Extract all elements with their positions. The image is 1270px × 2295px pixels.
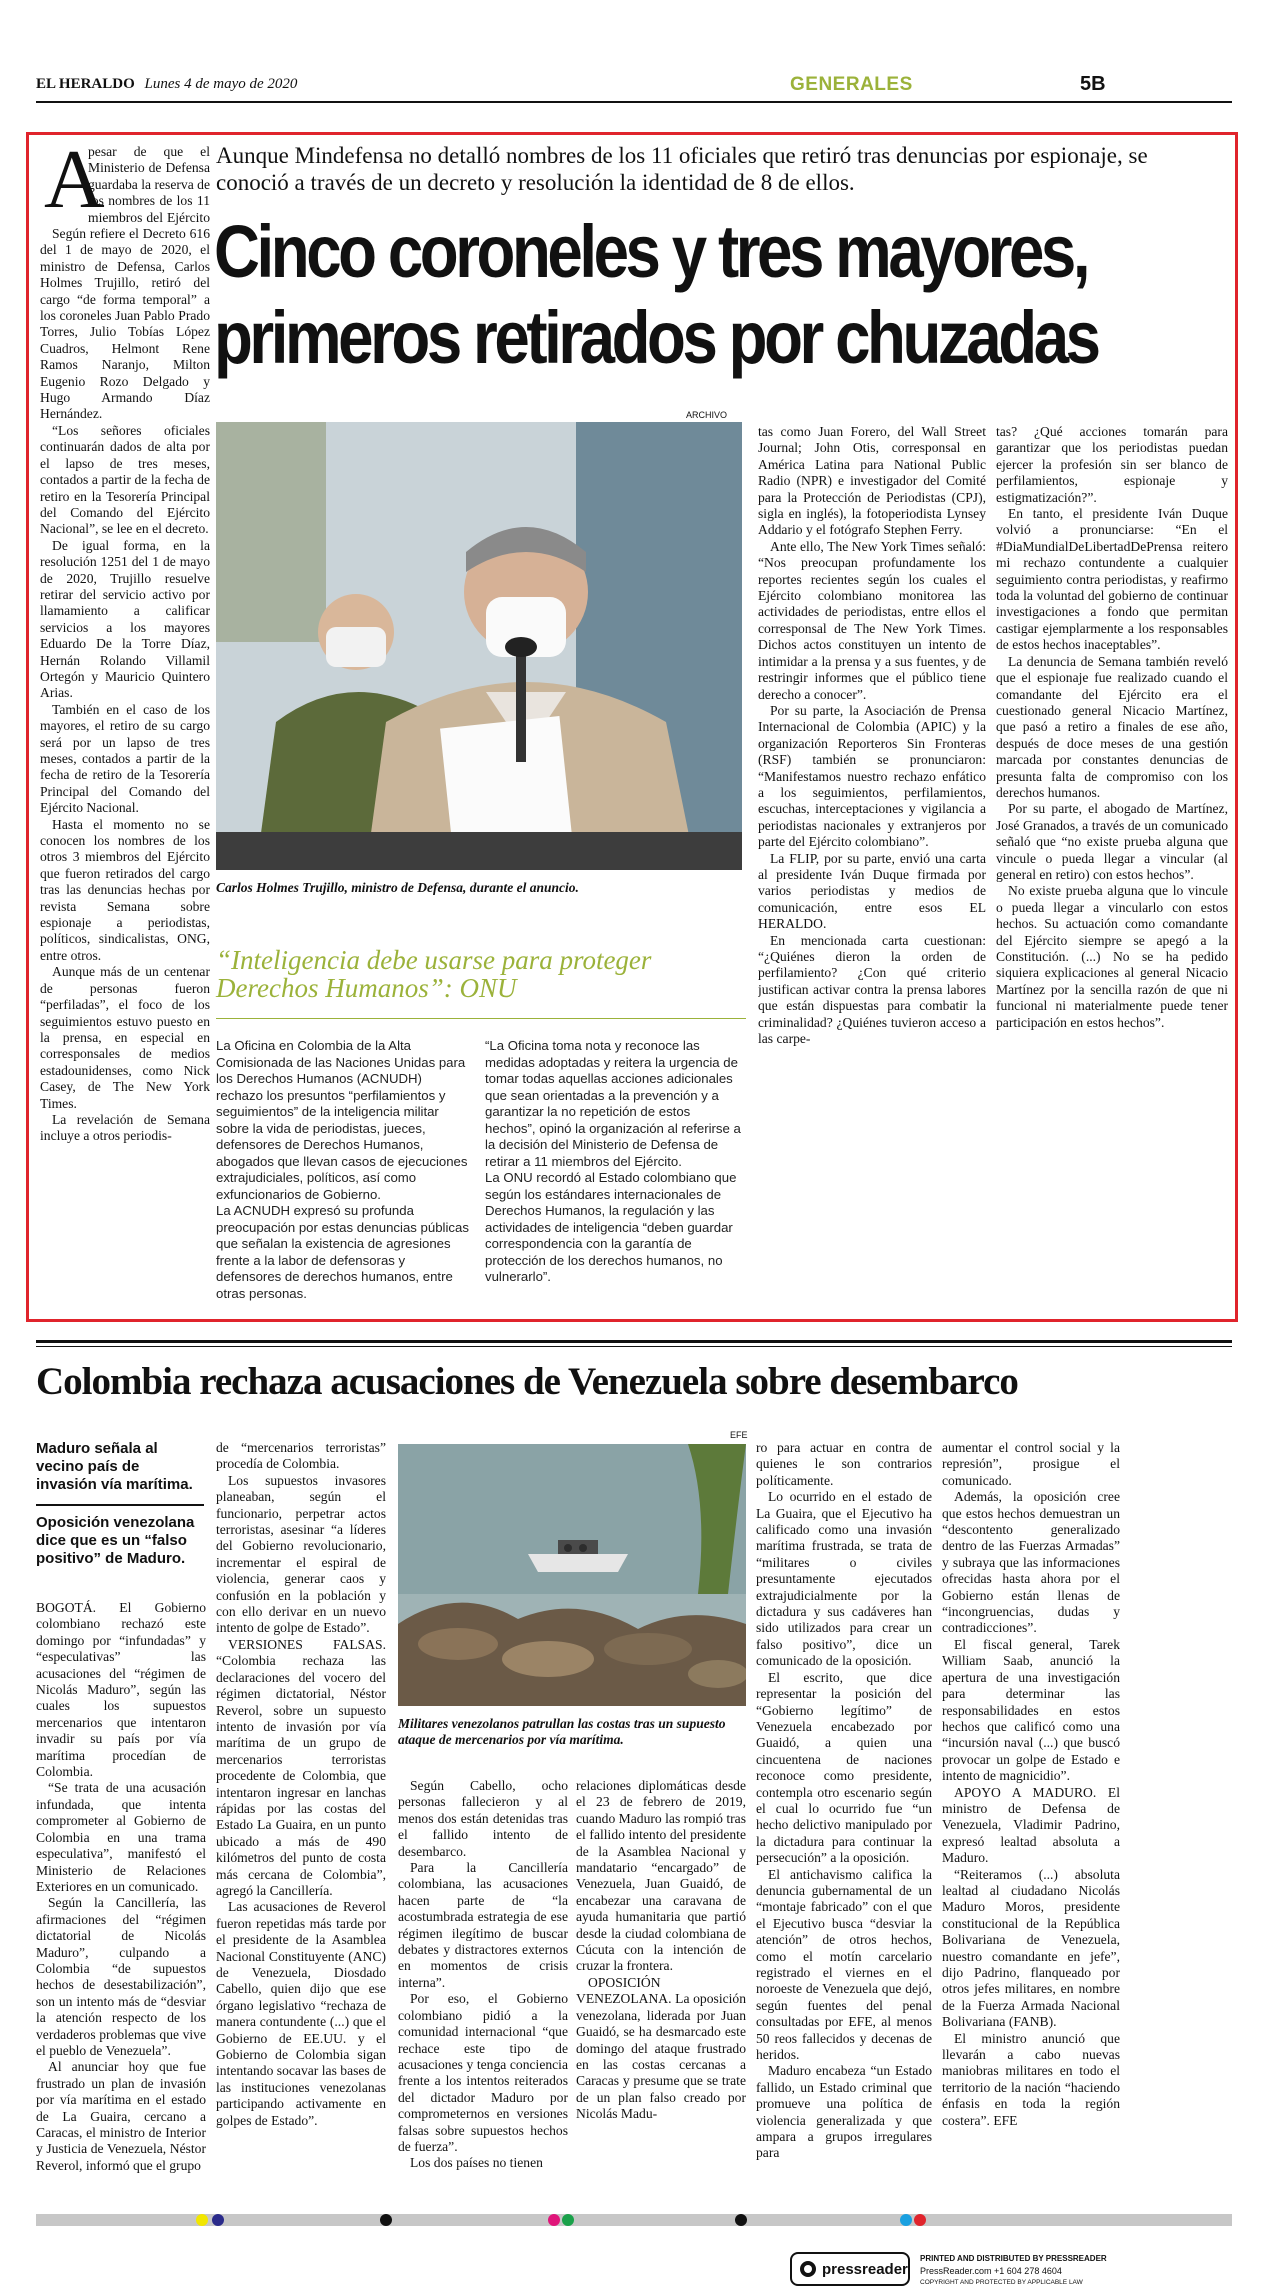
footer-line3: COPYRIGHT AND PROTECTED BY APPLICABLE LAW (920, 2279, 1083, 2286)
registration-dot-red (914, 2214, 926, 2226)
story2-col5-p4: Maduro encabeza “un Estado fallido, un Estado criminal que promueve una política de violencia generalizada y que ampara a grupos irregulares para (756, 2063, 932, 2161)
header-rule (36, 101, 1232, 103)
paper-name: EL HERALDO (36, 76, 135, 92)
story2-col6-p0: aumentar el control social y la represión”, prosigue el comunicado. (942, 1440, 1120, 1488)
story1-col5-p3: Por su parte, el abogado de Martínez, José Granados, a través de un comunicado señaló que “no existe prueba alguna que vincule o pueda llegar a vincular (al general en retiro) con estos hechos”. (996, 801, 1228, 882)
story2-col6-p1: Además, la oposición cree que estos hechos demuestran un “descontento generalizado dentro de las Fuerzas Armadas” y subraya que las informaciones ofrecidas hasta ahora por el Gobierno están llenas de “incongruencias, dudas y contradicciones”. (942, 1489, 1120, 1636)
edition-date: Lunes 4 de mayo de 2020 (144, 76, 298, 92)
story1-col5 (996, 424, 1228, 1312)
story2-top-rule (36, 1340, 1232, 1343)
story1-kicker: Aunque Mindefensa no detalló nombres de los 11 oficiales que retiró tras denuncias por espionaje, se conoció a través de un decreto y resolución la identidad de 8 de ellos. (216, 143, 1148, 195)
story1-col1-p6: Aunque más de un centenar de personas fueron “perfiladas”, el foco de los seguimientos estuvo puesto en la prensa, en especial en corresponsales de medios estadounidenses, como Nick Casey, de The New York Times. (40, 964, 210, 1111)
story2-col2-p3: Las acusaciones de Reverol fueron repetidas más tarde por el presidente de la Asamblea Nacional Constituyente (ANC) de Venezuela, Diosdado Cabello, quien dijo que ese órgano legislativo “rechaza de manera contundente (...) que el Gobierno de EE.UU. y el Gobierno de Colombia sigan intentando socavar las bases de las instituciones venezolanas participando activamente en golpes de Estado”. (216, 1899, 386, 2128)
story2-col3-p3: Los dos países no tienen (410, 2155, 543, 2171)
registration-dot-yellow (196, 2214, 208, 2226)
page-number: 5B (1080, 73, 1106, 95)
story2-col5-p3: El antichavismo califica la denuncia gubernamental de un “montaje fabricado” con el que el Ejecutivo busca “desviar la atención” de otros hechos, como el motín carcelario registrado el viernes en el noroeste de Venezuela que dejó, según fuentes del penal consultadas por EFE, al menos 50 reos fallecidos y decenas de heridos. (756, 1866, 932, 2063)
onu-col2-p0: “La Oficina toma nota y reconoce las medidas adoptadas y reitera la urgencia de tomar todas aquellas acciones adicionales que sean orientadas a la prevención y a garantizar la no repetición de estos hechos”, opinó la organización al referirse a la decisión del Ministerio de Defensa de retirar a 11 miembros del Ejército. (485, 1038, 741, 1169)
story2-col4-p0: relaciones diplomáticas desde el 23 de febrero de 2019, cuando Maduro las rompió tras el fallido intento del presidente de la Asamblea Nacional y mandatario “encargado” de Venezuela, Juan Guaidó, de encabezar una caravana de ayuda humanitaria que partió desde la ciudad colombiana de Cúcuta con la intención de cruzar la frontera. (576, 1778, 746, 1974)
story1-col1-p0: pesar de que el Ministerio de Defensa guardaba la reserva de los nombres de los 11 miembros del Ejército (88, 144, 210, 225)
story2-col1 (36, 1600, 206, 2200)
story2-col3-p2: Por eso, el Gobierno colombiano pidió a la comunidad internacional “que rechace este tipo de acusaciones y tenga conciencia frente a los intentos reiterados del dictador Maduro por comprometernos en versiones falsas sobre supuestos hechos de fuerza”. (398, 1991, 568, 2154)
onu-col1 (216, 1038, 471, 1314)
story2-col2-p1: Los supuestos invasores planeaban, según el funcionario, perpetrar actos terroristas, asesinar “a líderes del Gobierno revolucionario, incrementar el espiral de violencia, generar caos y confusión en la población y con ello derivar en un nuevo intento de golpe de Estado”. (216, 1472, 386, 1636)
minister-photo-illustration (216, 422, 742, 870)
story1-col1-p5: Hasta el momento no se conocen los nombres de los otros 3 miembros del Ejército que fueron retirados del cargo tras las denuncias hechas por revista Semana sobre espionaje a periodistas, políticos, sindicalistas, ONG, entre otros. (40, 816, 210, 963)
story2-col2 (216, 1440, 386, 2200)
story1-photo (216, 422, 742, 870)
registration-dot-green (562, 2214, 574, 2226)
story1-col5-p0: tas? ¿Qué acciones tomarán para garantizar que los periodistas puedan ejercer la profesión sin ser blanco de perfilamientos, espionaje y estigmatización?”. (996, 424, 1228, 505)
pressreader-badge[interactable] (790, 2252, 910, 2286)
registration-dot-black-2 (735, 2214, 747, 2226)
story2-col5-p1: Lo ocurrido en el estado de La Guaira, que el Ejecutivo ha calificado como una invasión marítima frustrada, se trata de “militares o civiles presuntamente ejecutados extrajudicialmente por la dictadura y sus cadáveres han sido utilizados para crear un falso positivo”, dice un comunicado de la oposición. (756, 1489, 932, 1669)
story1-headline-1: Cinco coroneles y tres mayores, (214, 210, 1088, 293)
story1-col1-p3: De igual forma, en la resolución 1251 del 1 de mayo de 2020, Trujillo resuelve retirar del servicio activo por llamamiento a calificar servicios a los mayores Eduardo De la Torre Díaz, Hernán Rolando Villamil Ortegón y Mauricio Quintero Arias. (40, 537, 210, 701)
story2-col3-p0: Según Cabello, ocho personas fallecieron y al menos dos están detenidas tras el fallido intento de desembarco. (398, 1778, 568, 1859)
story1-col4-p2: Por su parte, la Asociación de Prensa Internacional de Colombia (APIC) y la organización Reporteros Sin Fronteras (RSF) también se pronunciaron: “Manifestamos nuestro rechazo enfático a los seguimientos, perfilamientos, escuchas, interceptaciones y vigilancia a periodistas nacionales y extranjeros por parte del Ejército colombiano”. (758, 702, 986, 850)
story2-caption: Militares venezolanos patrullan las costas tras un supuesto ataque de mercenarios por vía marítima. (398, 1716, 726, 1747)
masthead (36, 76, 297, 93)
story1-caption: Carlos Holmes Trujillo, ministro de Defensa, durante el anuncio. (216, 880, 579, 895)
pressreader-logo-icon (800, 2261, 816, 2277)
story2-col5-p0: ro para actuar en contra de quienes le son contrarios políticamente. (756, 1440, 932, 1488)
onu-rule (216, 1018, 746, 1019)
onu-col2 (485, 1038, 743, 1314)
registration-dot-cyan (900, 2214, 912, 2226)
onu-pullquote: “Inteligencia debe usarse para proteger Derechos Humanos”: ONU (216, 945, 652, 1003)
story1-col5-p4: No existe prueba alguna que lo vincule o pueda llegar a vincularlo con estos hechos. Su actuación como comandante del Ejército siempre se apegó a la Constitución. (...) No se ha pedido siquiera explicaciones al general Nicacio Martínez por la sencilla razón de que ni funcional ni materialmente puede tener participación en estos hechos”. (996, 883, 1228, 1030)
story2-col1-p0: BOGOTÁ. El Gobierno colombiano rechazó este domingo por “infundadas” y “especulativas” las acusaciones del “régimen de Nicolás Maduro”, según las cuales los supuestos mercenarios que intentaron invadir su país por vía marítima procedían de Colombia. (36, 1600, 206, 1780)
story1-col5-p1: En tanto, el presidente Iván Duque volvió a pronunciarse: “En el #DiaMundialDeLibertadDePrensa reitero mi rechazo contundente a cualquier seguimiento contra periodistas, y reafirmo toda la voluntad del gobierno de continuar investigaciones a fondo que permitan castigar ejemplarmente a los responsables de estos hechos inaceptables”. (996, 506, 1228, 653)
story2-deck2: Oposición venezolana dice que es un “falso positivo” de Maduro. (36, 1514, 195, 1567)
onu-col1-p1: La ACNUDH expresó su profunda preocupación por estas denuncias públicas que señalan la existencia de agresiones frente a la labor de defensoras y defensores de derechos humanos, entre otras personas. (216, 1203, 469, 1301)
story1-col4-p4: En mencionada carta cuestionan: “¿Quiénes dieron la orden de perfilamiento? ¿Con qué criterio justifican activar contra la prensa labores que están dispuestas para combatir la criminalidad? ¿Quiénes tuvieron acceso a las carpe- (758, 932, 986, 1047)
story1-col4-p1: Ante ello, The New York Times señaló: “Nos preocupan profundamente los reportes recientes según los cuales el Ejército colombiano monitorea las actividades de periodistas, entre ellos el corresponsal de The New York Times. Dichos actos constituyen un intento de intimidar a la prensa y a sus fuentes, y de restringir informes que el público tiene derecho a conocer”. (758, 538, 986, 702)
story1-col4-p3: La FLIP, por su parte, envió una carta al presidente Iván Duque firmada por varios periodistas y medios de comunicación, entre esos EL HERALDO. (758, 850, 986, 932)
story1-col1-p4: También en el caso de los mayores, el retiro de su cargo será por un lapso de tres meses, contados a partir de la fecha de retiro de la Tesorería Principal del Comando del Ejército Nacional. (40, 701, 210, 816)
footer-line1: PRINTED AND DISTRIBUTED BY PRESSREADER (920, 2254, 1107, 2263)
story1-col1 (40, 144, 210, 1312)
story1-headline-2: primeros retirados por chuzadas (214, 296, 1098, 379)
story2-col1-p2: Según la Cancillería, las afirmaciones del “régimen dictatorial de Nicolás Maduro”, culpando a Colombia “de supuestos hechos de desestabilización”, son un intento más de “desviar la atención respecto de los verdaderos problemas que vive el pueblo de Venezuela”. (36, 1895, 206, 2058)
story2-col6 (942, 1440, 1120, 2200)
story2-col2-p0: de “mercenarios terroristas” procedía de Colombia. (216, 1440, 386, 1472)
story2-deck1: Maduro señala al vecino país de invasión vía marítima. (36, 1440, 193, 1493)
registration-dot-black-1 (380, 2214, 392, 2226)
story2-col1-p1: “Se trata de una acusación infundada, que intenta comprometer al Gobierno de Colombia en una trama especulativa”, manifestó el Ministerio de Relaciones Exteriores en un comunicado. (36, 1780, 206, 1894)
registration-dot-magenta (548, 2214, 560, 2226)
story2-col6-p5: El ministro anunció que llevarán a cabo nuevas maniobras militares en todo el territorio de la nación “haciendo énfasis en toda la región costera”. EFE (942, 2030, 1120, 2128)
footer-line2: PressReader.com +1 604 278 4604 (920, 2266, 1062, 2276)
story2-photo (398, 1444, 746, 1706)
story2-photo-credit: EFE (730, 1430, 748, 1440)
story2-col5-p2: El escrito, que dice representar la posición del “Gobierno legítimo” de Venezuela encabezado por Guaidó, a quien una cincuentena de naciones reconoce como presidente, contempla otro escenario según el cual lo ocurrido fue “un hecho delictivo manipulado por la dictadura para continuar la persecución” a la oposición. (756, 1669, 932, 1866)
story1-col1-p7: La revelación de Semana incluye a otros periodis- (40, 1111, 210, 1144)
story2-col3-p1: Para la Cancillería colombiana, las acusaciones hacen parte de “la acostumbrada estrategia de ese régimen ilegítimo de buscar debates y distractores externos en momentos de crisis interna”. (398, 1860, 568, 1990)
boat-patrol-photo-illustration (398, 1444, 746, 1706)
pressreader-brand: pressreader (822, 2260, 908, 2278)
story1-col4 (758, 424, 986, 1312)
story2-headline: Colombia rechaza acusaciones de Venezuela sobre desembarco (36, 1360, 1018, 1403)
story2-col2-p2: VERSIONES FALSAS. “Colombia rechaza las declaraciones del vocero del régimen dictatorial, Néstor Reverol, sobre un supuesto intento de invasión por vía marítima de un grupo de mercenarios terroristas procedente de Colombia, que intentaron ingresar en lanchas rápidas por las costas del Estado La Guaira, en un punto ubicado a más de 490 kilómetros del punto de costa más cercana de Colombia”, agregó la Cancillería. (216, 1636, 386, 1898)
story1-col5-p2: La denuncia de Semana también reveló que el espionaje fue realizado cuando el comandante del Ejército era el cuestionado general Nicacio Martínez, que pasó a retiro a finales de ese año, después de doce meses de una gestión marcada por constantes denuncias de presunta falta de compromiso con los derechos humanos. (996, 653, 1228, 800)
story2-col4 (576, 1778, 746, 2200)
story1-col1-p1: Según refiere el Decreto 616 del 1 de mayo de 2020, el ministro de Defensa, Carlos Holmes Trujillo, retiró del cargo “de forma temporal” a los coroneles Juan Pablo Prado Torres, Julio Tobías López Cuadros, Helmont Rene Ramos Naranjo, Milton Eugenio Rozo Delgado y Hugo Armando Díaz Hernández. (40, 226, 210, 422)
dropcap: A (44, 133, 105, 226)
story1-col4-p0: tas como Juan Forero, del Wall Street Journal; John Otis, corresponsal en América Latina para National Public Radio (NPR) e investigador del Comité para la Protección de Periodistas (CPJ), sigla en inglés), la fotoperiodista Lynsey Addario y el fotógrafo Stephen Ferry. (758, 424, 986, 538)
story2-col1-p3: Al anunciar hoy que fue frustrado un plan de invasión por vía marítima en el estado de La Guaira, cercano a Caracas, el ministro de Interior y Justicia de Venezuela, Néstor Reverol, informó que el grupo (36, 2059, 206, 2173)
story1-photo-credit: ARCHIVO (686, 410, 728, 420)
story2-col6-p2: El fiscal general, Tarek William Saab, anunció la apertura de una investigación para determinar las responsabilidades en estos hechos que calificó como una “incursión naval (...) que buscó provocar un golpe de Estado e intento de magnicidio”. (942, 1636, 1120, 1784)
story2-col6-p4: “Reiteramos (...) absoluta lealtad al ciudadano Nicolás Maduro Moros, presidente constitucional de la República Bolivariana de Venezuela, nuestro comandante en jefe”, dijo Padrino, flanqueado por otros jefes militares, en nombre de la Fuerza Armada Nacional Bolivariana (FANB). (942, 1866, 1120, 2030)
story2-col6-p3: APOYO A MADURO. El ministro de Defensa de Venezuela, Vladimir Padrino, expresó lealtad absoluta a Maduro. (942, 1784, 1120, 1866)
deck-divider (36, 1504, 204, 1506)
story2-col5 (756, 1440, 932, 2200)
registration-dot-navy (212, 2214, 224, 2226)
story2-col4-p1: OPOSICIÓN VENEZOLANA. La oposición venezolana, liderada por Juan Guaidó, se ha desmarcado este domingo del ataque frustrado en las costas cercanas a Caracas y presume que se trate de un plan falso creado por Nicolás Madu- (576, 1974, 746, 2122)
story2-col3 (398, 1778, 568, 2200)
onu-col2-p1: La ONU recordó al Estado colombiano que según los estándares internacionales de Derechos Humanos, la regulación y las actividades de inteligencia “deben guardar correspondencia con la garantía de protección de los derechos humanos, no vulnerarlo”. (485, 1170, 737, 1284)
story1-col1-p2: “Los señores oficiales continuarán dados de alta por el lapso de tres meses, contados a partir de la fecha de retiro en la Tesorería Principal del Comando del Ejército Nacional”, se lee en el decreto. (40, 422, 210, 537)
section-label: GENERALES (790, 74, 913, 95)
onu-col1-p0: La Oficina en Colombia de la Alta Comisionada de las Naciones Unidas para los Derechos Humanos (ACNUDH) rechazo los presuntos “perfilamientos y seguimientos” de la inteligencia militar sobre la vida de periodistas, jueces, defensores de Derechos Humanos, abogados que llevan casos de ejecuciones extrajudiciales, políticos, así como exfuncionarios de Gobierno. (216, 1038, 468, 1202)
story2-top-rule-thin (36, 1346, 1232, 1347)
